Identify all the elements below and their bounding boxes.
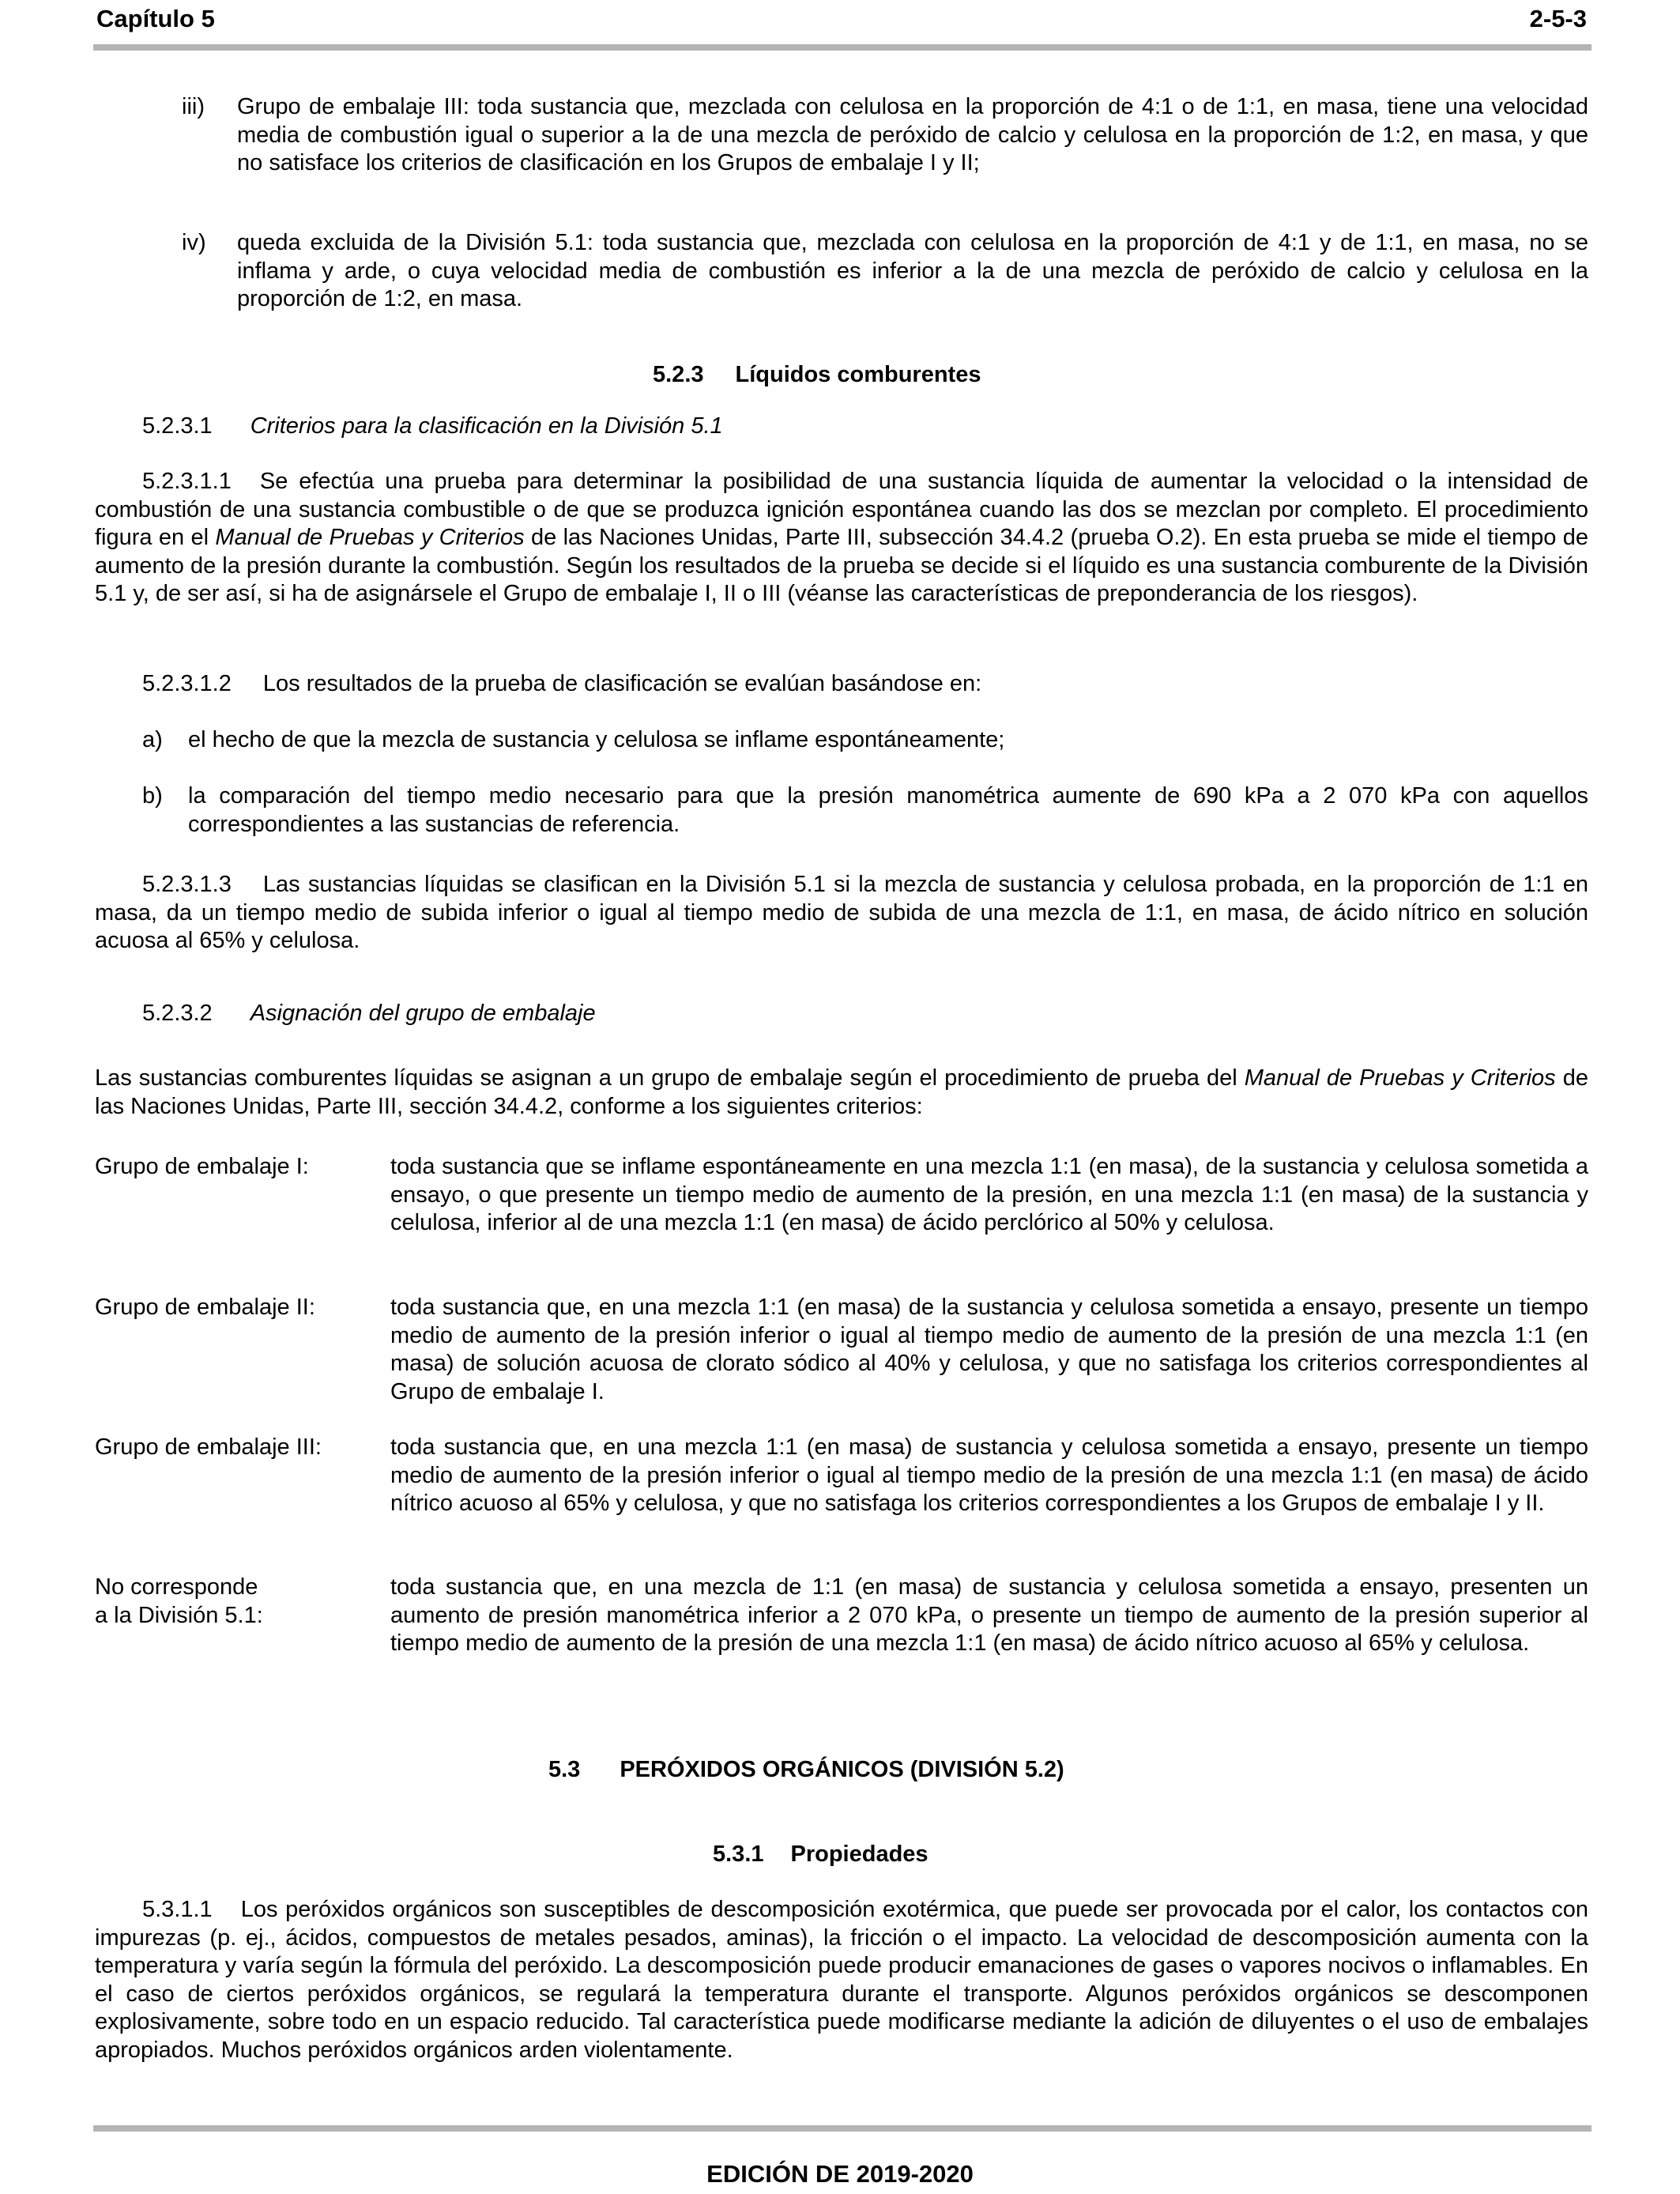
- paragraph: [95, 871, 1588, 956]
- list-item-text: queda excluida de la División 5.1: toda sustancia que, mezclada con celulosa en la proporción de 4:1 y de 1:1, en masa, no se inflama y arde, o cuya velocidad media de combustión es inferior a la de una mezcla de peróxido de calcio y celulosa en la proporción de 1:2, en masa.: [237, 230, 1588, 311]
- paragraph-number: 5.2.3.1.3: [142, 872, 232, 897]
- subsection-title: Criterios para la clasificación en la División 5.1: [250, 413, 723, 439]
- section-heading: [713, 1841, 929, 1869]
- header-rule: [93, 44, 1591, 51]
- section-title: Líquidos comburentes: [735, 362, 981, 387]
- edition-footer: EDICIÓN DE 2019-2020: [706, 2160, 974, 2188]
- paragraph-text: Los resultados de la prueba de clasificación se evalúan basándose en:: [262, 671, 982, 696]
- group-label: Grupo de embalaje III:: [95, 1434, 322, 1460]
- footer-rule: [93, 2125, 1591, 2132]
- list-item-marker: iii): [182, 94, 205, 119]
- list-item-text: el hecho de que la mezcla de sustancia y celulosa se inflame espontáneamente;: [188, 727, 1005, 752]
- section-title: Propiedades: [790, 1842, 929, 1867]
- section-heading: [653, 361, 981, 390]
- paragraph-text: de las Naciones Unidas, Parte III, subsección 34.4.2 (prueba O.2). En esta prueba se mide el tiempo de aumento de la presión durante la combustión. Según los resultados de la prueba se decide si el líquido es una sustancia comburente de la División 5.1 y, de ser así, si ha de asignársele el Grupo de embalaje I, II o III (véanse las características de preponderancia de los riesgos).: [95, 525, 1588, 606]
- section-title: PERÓXIDOS ORGÁNICOS (DIVISIÓN 5.2): [620, 1757, 1064, 1782]
- group-label-line: a la División 5.1:: [95, 1602, 263, 1628]
- list-item-text: la comparación del tiempo medio necesario para que la presión manométrica aumente de 690 kPa a 2 070 kPa con aquellos correspondientes a las sustancias de referencia.: [188, 783, 1588, 837]
- paragraph: [95, 1065, 1588, 1121]
- subsection-number: 5.2.3.2: [142, 1001, 213, 1026]
- manual-reference: Manual de Pruebas y Criterios: [215, 525, 525, 550]
- section-number: 5.3: [548, 1757, 581, 1782]
- chapter-title: Capítulo 5: [96, 5, 215, 32]
- paragraph-text: Las sustancias comburentes líquidas se asignan a un grupo de embalaje según el procedimiento de prueba del: [95, 1065, 1245, 1091]
- group-text: toda sustancia que, en una mezcla 1:1 (en masa) de la sustancia y celulosa sometida a ensayo, presente un tiempo medio de aumento de la presión inferior o igual al tiempo medio de aumento de la presión de una mezcla 1:1 (en masa) de solución acuosa de clorato sódico al 40% y celulosa, y que no satisfaga los criterios correspondientes al Grupo de embalaje I.: [390, 1295, 1588, 1404]
- paragraph: [142, 670, 981, 699]
- group-text: toda sustancia que se inflame espontáneamente en una mezcla 1:1 (en masa), de la sustancia y celulosa sometida a ensayo, o que presente un tiempo medio de aumento de la presión, en una mezcla 1:1 (en masa) de la sustancia y celulosa, inferior al de una mezcla 1:1 (en masa) de ácido perclórico al 50% y celulosa.: [390, 1154, 1588, 1235]
- paragraph-text: Las sustancias líquidas se clasifican en la División 5.1 si la mezcla de sustancia y celulosa probada, en la proporción de 1:1 en masa, da un tiempo medio de subida inferior o igual al tiempo medio de subida de una mezcla de 1:1, en masa, de ácido nítrico en solución acuosa al 65% y celulosa.: [95, 872, 1588, 953]
- paragraph-text: de las Naciones Unidas, Parte III, sección 34.4.2, conforme a los siguientes criterios:: [95, 1065, 1588, 1119]
- paragraph-number: 5.3.1.1: [142, 1897, 213, 1922]
- group-label-line: No corresponde: [95, 1574, 258, 1600]
- section-number: 5.2.3: [653, 362, 704, 387]
- paragraph-text: Se efectúa una prueba para determinar la posibilidad de una sustancia líquida de aumentar la velocidad o la intensidad de combustión de una sustancia combustible o de que se produzca ignición espontánea cuando las dos se mezclan por completo. El procedimiento figura en el: [95, 469, 1588, 550]
- paragraph-number: 5.2.3.1.2: [142, 671, 232, 696]
- group-label: [95, 1574, 263, 1630]
- group-text: toda sustancia que, en una mezcla 1:1 (en masa) de sustancia y celulosa sometida a ensayo, presente un tiempo medio de aumento de la presión inferior o igual al tiempo medio de la presión de una mezcla 1:1 (en masa) de ácido nítrico acuoso al 65% y celulosa, y que no satisfaga los criterios correspondientes a los Grupos de embalaje I y II.: [390, 1434, 1588, 1516]
- list-item-marker: b): [142, 783, 163, 809]
- subsection-heading: [142, 413, 723, 441]
- group-text: toda sustancia que, en una mezcla de 1:1 (en masa) de sustancia y celulosa sometida a ensayo, presenten un aumento de presión manométrica inferior a 2 070 kPa, o presente un tiempo de aumento de la presión superior al tiempo medio de aumento de la presión de una mezcla 1:1 (en masa) de ácido nítrico acuoso al 65% y celulosa.: [390, 1574, 1588, 1656]
- paragraph: [95, 468, 1588, 609]
- paragraph-text: Los peróxidos orgánicos son susceptibles de descomposición exotérmica, que puede ser provocada por el calor, los contactos con impurezas (p. ej., ácidos, compuestos de metales pesados, aminas), la fricción o el impacto. La velocidad de descomposición aumenta con la temperatura y varía según la fórmula del peróxido. La descomposición puede producir emanaciones de gases o vapores nocivos o inflamables. En el caso de ciertos peróxidos orgánicos, se regulará la temperatura durante el transporte. Algunos peróxidos orgánicos se descomponen explosivamente, sobre todo en un espacio reducido. Tal característica puede modificarse mediante la adición de diluyentes o el uso de embalajes apropiados. Muchos peróxidos orgánicos arden violentamente.: [95, 1897, 1588, 2063]
- section-heading: [548, 1756, 1064, 1785]
- paragraph-number: 5.2.3.1.1: [142, 469, 232, 494]
- group-label: Grupo de embalaje I:: [95, 1154, 309, 1179]
- subsection-number: 5.2.3.1: [142, 413, 213, 439]
- list-item-text: Grupo de embalaje III: toda sustancia que, mezclada con celulosa en la proporción de 4:1 o de 1:1, en masa, tiene una velocidad media de combustión igual o superior a la de una mezcla de peróxido de calcio y celulosa en la proporción de 1:2, en masa, y que no satisface los criterios de clasificación en los Grupos de embalaje I y II;: [237, 94, 1588, 175]
- section-number: 5.3.1: [713, 1842, 764, 1867]
- list-item-marker: iv): [182, 230, 206, 255]
- subsection-title: Asignación del grupo de embalaje: [250, 1001, 596, 1026]
- group-label: Grupo de embalaje II:: [95, 1295, 315, 1320]
- list-item-marker: a): [142, 727, 163, 752]
- subsection-heading: [142, 1000, 596, 1028]
- paragraph: [95, 1896, 1588, 2064]
- page-number: 2-5-3: [1529, 5, 1587, 32]
- manual-reference: Manual de Pruebas y Criterios: [1244, 1065, 1556, 1091]
